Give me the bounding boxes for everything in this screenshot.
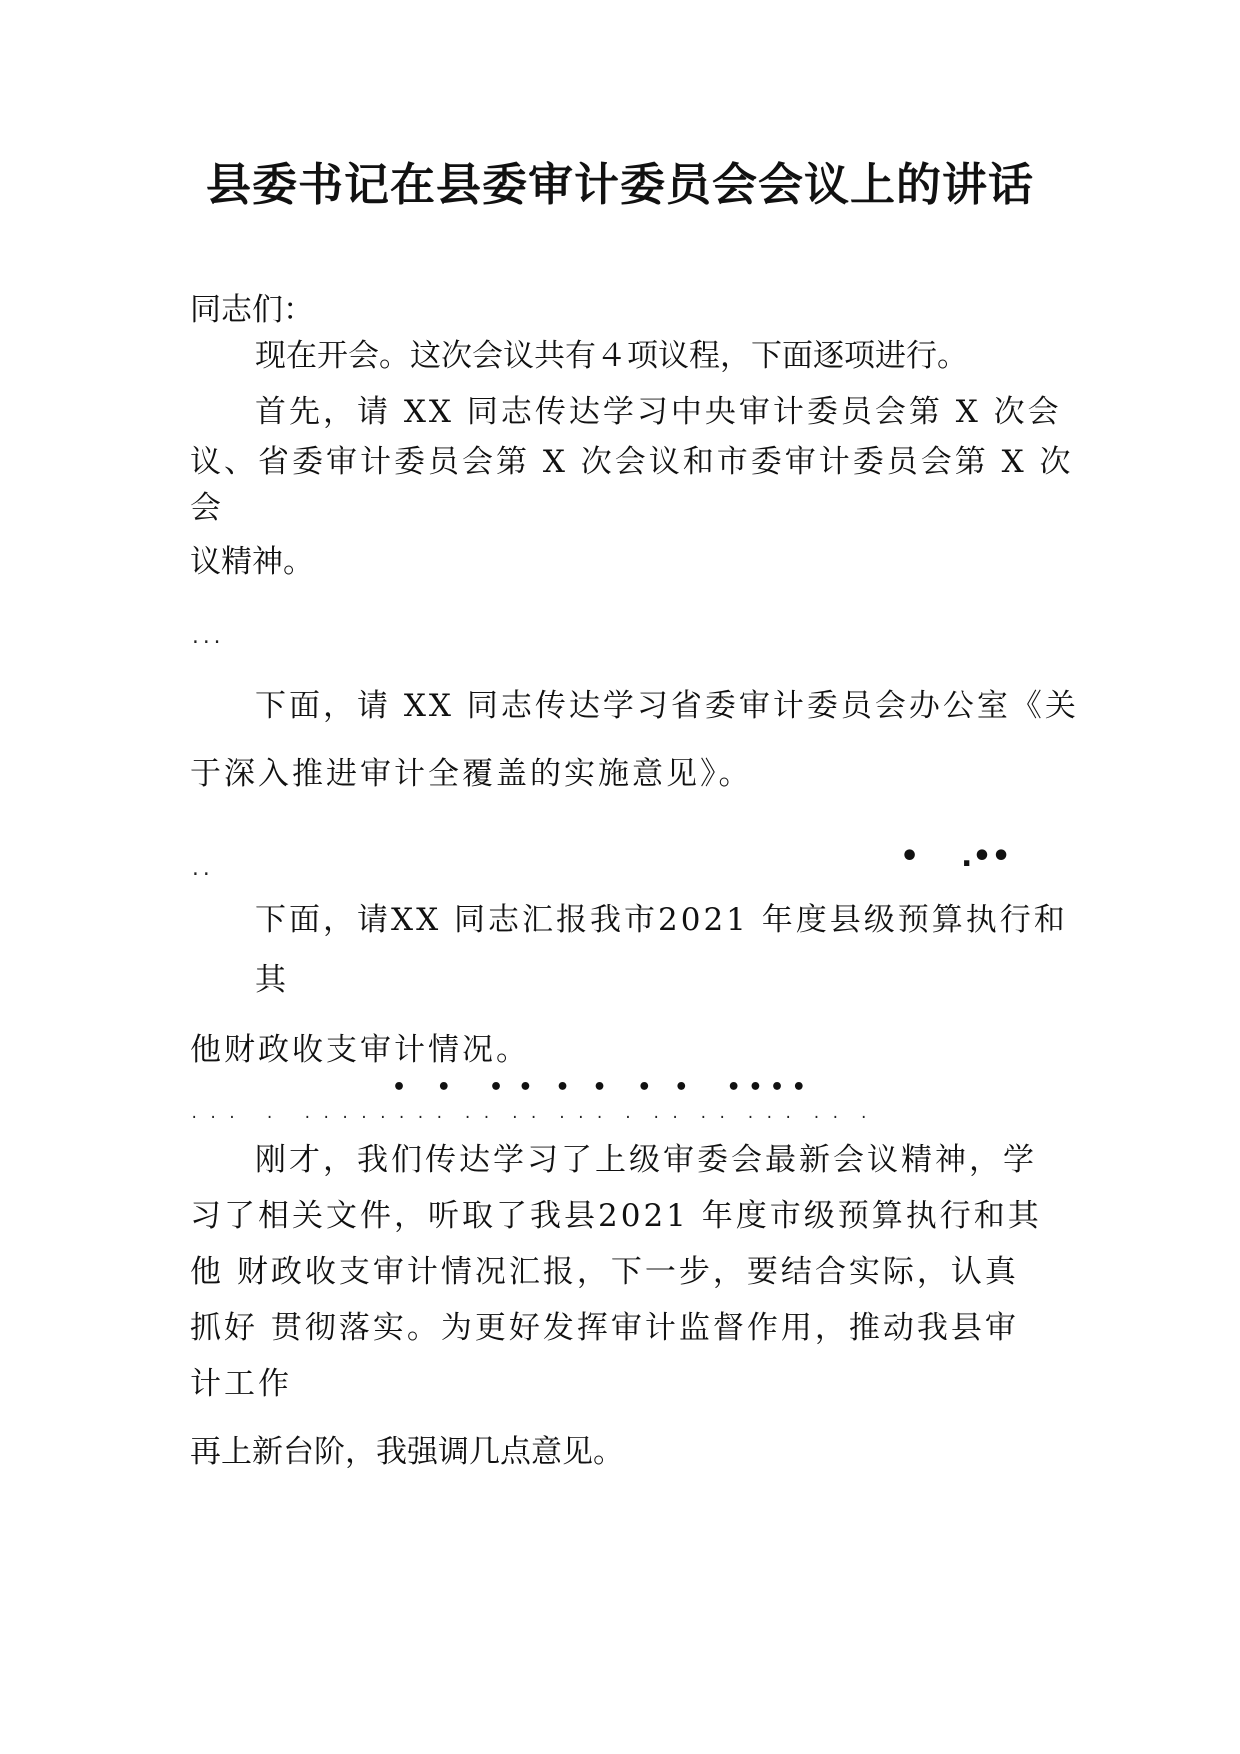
paragraph-line: 于深入推进审计全覆盖的实施意见》。 <box>190 756 753 792</box>
paragraph-line: 议、省委审计委员会第 X 次会议和市委审计委员会第 X 次 <box>190 444 1074 480</box>
paragraph-line: 计工作 <box>190 1366 292 1402</box>
dot-separator: • .•• <box>900 839 1011 874</box>
paragraph-line: 习了相关文件，听取了我县2021 年度市级预算执行和其 <box>190 1198 1042 1234</box>
paragraph-line: 议精神。 <box>190 544 314 580</box>
paragraph-line: 他财政收支审计情况。 <box>190 1032 530 1068</box>
paragraph-line: 他 财政收支审计情况汇报，下一步，要结合实际，认真 <box>190 1254 1019 1290</box>
paragraph-line: 下面，请XX 同志汇报我市2021 年度县级预算执行和 <box>255 902 1068 938</box>
dot-separator: .. <box>190 859 212 880</box>
dot-separator: . . . . . . . . . . . . . . . . . . . . . . . . . . . . . . <box>190 1106 869 1122</box>
paragraph-line: 刚才，我们传达学习了上级审委会最新会议精神，学 <box>255 1142 1037 1178</box>
document-title: 县委书记在县委审计委员会会议上的讲话 <box>205 158 1034 211</box>
paragraph-line: 下面，请 XX 同志传达学习省委审计委员会办公室《关 <box>255 688 1079 724</box>
dot-separator: • • • • • • • • • • • • <box>392 1075 806 1100</box>
paragraph-line: 首先，请 XX 同志传达学习中央审计委员会第 X 次会 <box>255 394 1062 430</box>
paragraph-line: 会 <box>190 490 221 526</box>
dot-separator: ... <box>190 627 223 648</box>
paragraph-line: 再上新台阶，我强调几点意见。 <box>190 1434 624 1470</box>
paragraph-line: 抓好 贯彻落实。为更好发挥审计监督作用，推动我县审 <box>190 1310 1019 1346</box>
salutation: 同志们： <box>190 292 314 328</box>
paragraph-line: 现在开会。这次会议共有４项议程，下面逐项进行。 <box>255 338 968 374</box>
paragraph-line: 其 <box>255 962 286 998</box>
